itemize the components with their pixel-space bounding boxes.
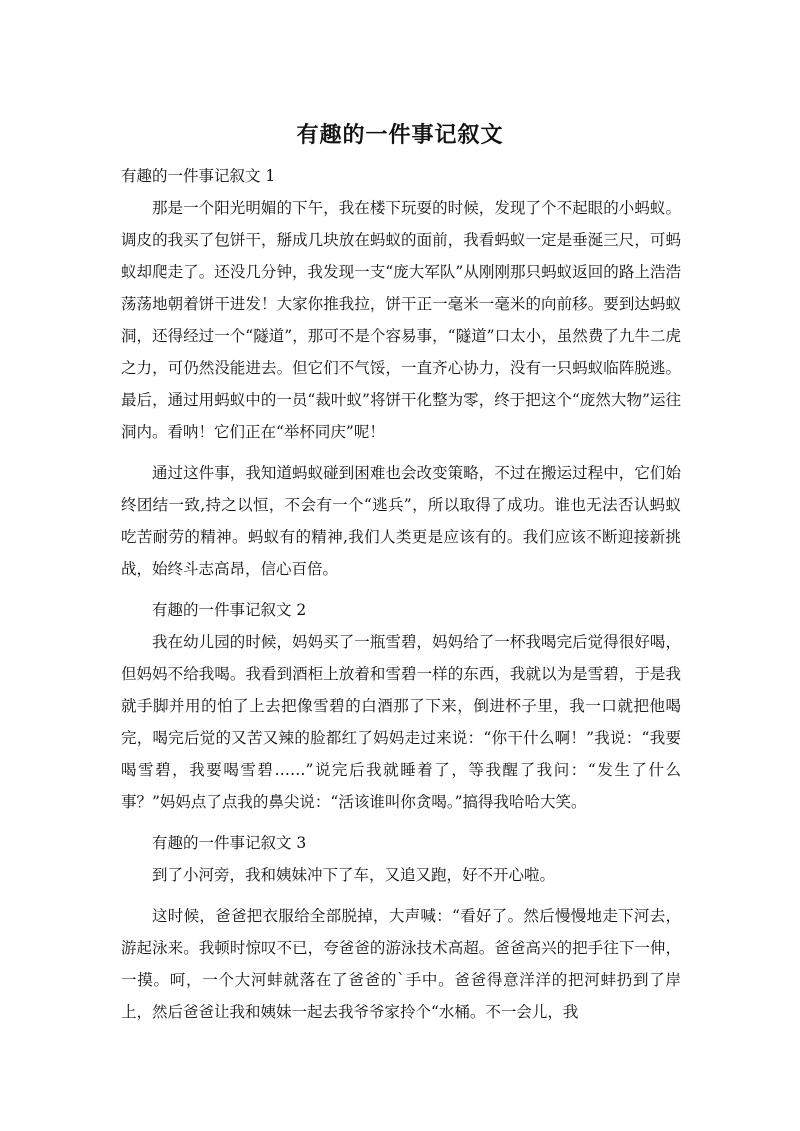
paragraph: 我在幼儿园的时候，妈妈买了一瓶雪碧，妈妈给了一杯我喝完后觉得很好喝，但妈妈不给我喝。我看到酒柜上放着和雪碧一样的东西，我就以为是雪碧，于是我就手脚并用的怕了上去把像雪碧的白酒那了下来，倒进杯子里，我一口就把他喝完，喝完后觉的又苦又辣的脸都红了妈妈走过来说：“你干什么啊！”我说：“我要喝雪碧，我要喝雪碧……”说完后我就睡着了，等我醒了我问：“发生了什么事？”妈妈点了点我的鼻尖说：“活该谁叫你贪喝。”搞得我哈哈大笑。 [121,633,681,811]
document-title: 有趣的一件事记叙文 [296,123,504,148]
section-heading: 有趣的一件事记叙文 2 [152,601,307,619]
paragraph: 这时候，爸爸把衣服给全部脱掉，大声喊：“看好了。然后慢慢地走下河去，游起泳来。我顿时惊叹不已，夸爸爸的游泳技术高超。爸爸高兴的把手往下一伸，一摸。呵，一个大河蚌就落在了爸爸的`手中。爸爸得意洋洋的把河蚌扔到了岸上，然后爸爸让我和姨妹一起去我爷爷家拎个“水桶。不一会儿，我 [121,907,681,1021]
paragraph: 到了小河旁，我和姨妹冲下了车，又追又跑，好不开心啦。 [152,866,556,884]
section-heading: 有趣的一件事记叙文 1 [121,167,276,185]
section-heading: 有趣的一件事记叙文 3 [152,834,307,852]
document-body [121,160,681,1028]
paragraph: 那是一个阳光明媚的下午，我在楼下玩耍的时候，发现了个不起眼的小蚂蚁。调皮的我买了包饼干，掰成几块放在蚂蚁的面前，我看蚂蚁一定是垂涎三尺，可蚂蚁却爬走了。还没几分钟，我发现一支“庞大军队”从刚刚那只蚂蚁返回的路上浩浩荡荡地朝着饼干进发！大家你推我拉，饼干正一毫米一毫米的向前移。要到达蚂蚁洞，还得经过一个“隧道”，那可不是个容易事，“隧道”口太小，虽然费了九牛二虎之力，可仍然没能进去。但它们不气馁，一直齐心协力，没有一只蚂蚁临阵脱逃。最后，通过用蚂蚁中的一员“裁叶蚁”将饼干化整为零，终于把这个“庞然大物”运往洞内。看呐！它们正在“举杯同庆”呢！ [121,199,681,441]
paragraph: 通过这件事，我知道蚂蚁碰到困难也会改变策略，不过在搬运过程中，它们始终团结一致,持之以恒，不会有一个“逃兵”，所以取得了成功。谁也无法否认蚂蚁吃苦耐劳的精神。蚂蚁有的精神,我们人类更是应该有的。我们应该不断迎接新挑战，始终斗志高昂，信心百倍。 [121,464,681,578]
